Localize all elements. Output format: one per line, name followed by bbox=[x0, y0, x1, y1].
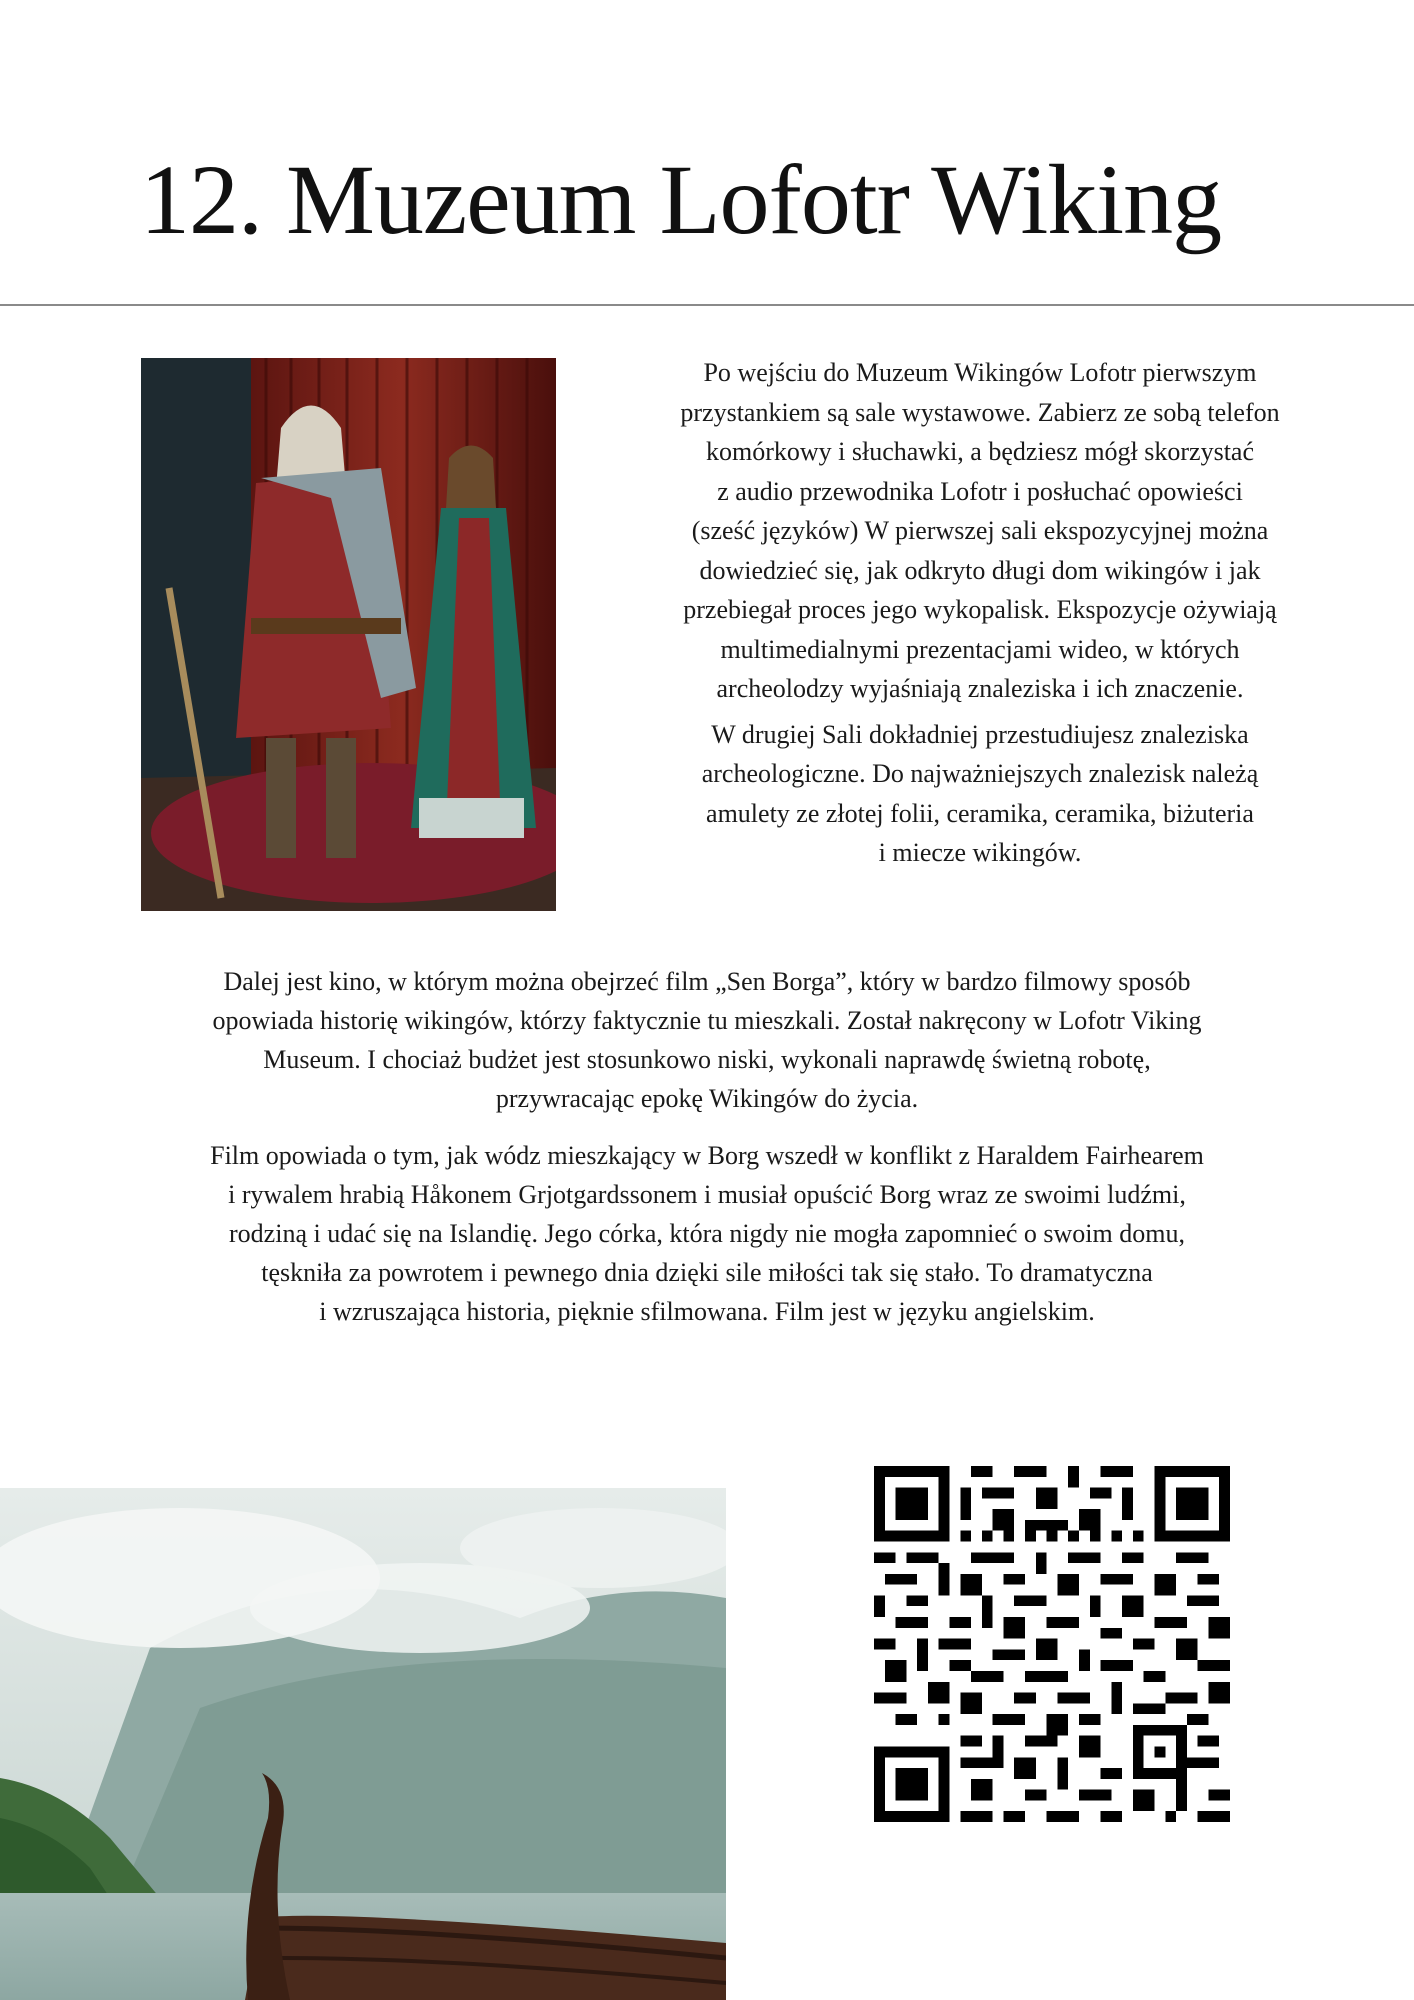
viking-mannequins-illustration bbox=[141, 358, 556, 911]
fjord-illustration bbox=[0, 1488, 726, 2000]
body-paragraph-2: Film opowiada o tym, jak wódz mieszkający w Borg wszedł w konflikt z Haraldem Fairhearem i rywalem hrabią Håkonem Grjotgardssonem i musiał opuścić Borg wraz ze swoimi ludźmi, rodziną i udać się na Islandię. Jego córka, która nigdy nie mogła zapomnieć o swoim domu, tęskniła za powrotem i pewnego dnia dzięki sile miłości tak się stało. To dramatyczna i wzruszająca historia, pięknie sfilmowana. Film jest w języku angielskim. bbox=[210, 1141, 1204, 1326]
body-text bbox=[100, 962, 1314, 1349]
page-title: 12. Muzeum Lofotr Wiking bbox=[140, 144, 1222, 255]
intro-paragraph-1: Po wejściu do Muzeum Wikingów Lofotr pierwszym przystankiem są sale wystawowe. Zabierz ze sobą telefon komórkowy i słuchawki, a będziesz mógł skorzystać z audio przewodnika Lofotr i posłuchać opowieści (sześć języków) W pierwszej sali ekspozycyjnej można dowiedzieć się, jak odkryto długi dom wikingów i jak przebiegał proces jego wykopalisk. Ekspozycje ożywiają multimedialnymi prezentacjami wideo, w których archeolodzy wyjaśniają znaleziska i ich znaczenie. bbox=[680, 358, 1280, 703]
qr-code[interactable] bbox=[874, 1466, 1230, 1822]
body-paragraph-1: Dalej jest kino, w którym można obejrzeć film „Sen Borga”, który w bardzo filmowy sposób opowiada historię wikingów, którzy faktycznie tu mieszkali. Został nakręcony w Lofotr Viking Museum. I chociaż budżet jest stosunkowo niski, wykonali naprawdę świetną robotę, przywracając epokę Wikingów do życia. bbox=[212, 967, 1202, 1113]
viking-mannequins-photo bbox=[141, 358, 556, 911]
qr-code-icon bbox=[874, 1466, 1230, 1822]
viking-ship-fjord-photo bbox=[0, 1488, 726, 2000]
intro-paragraph-2: W drugiej Sali dokładniej przestudiujesz znaleziska archeologiczne. Do najważniejszych znalezisk należą amulety ze złotej folii, ceramika, ceramika, biżuteria i miecze wikingów. bbox=[701, 719, 1259, 867]
title-divider bbox=[0, 304, 1414, 306]
intro-text bbox=[600, 353, 1360, 879]
